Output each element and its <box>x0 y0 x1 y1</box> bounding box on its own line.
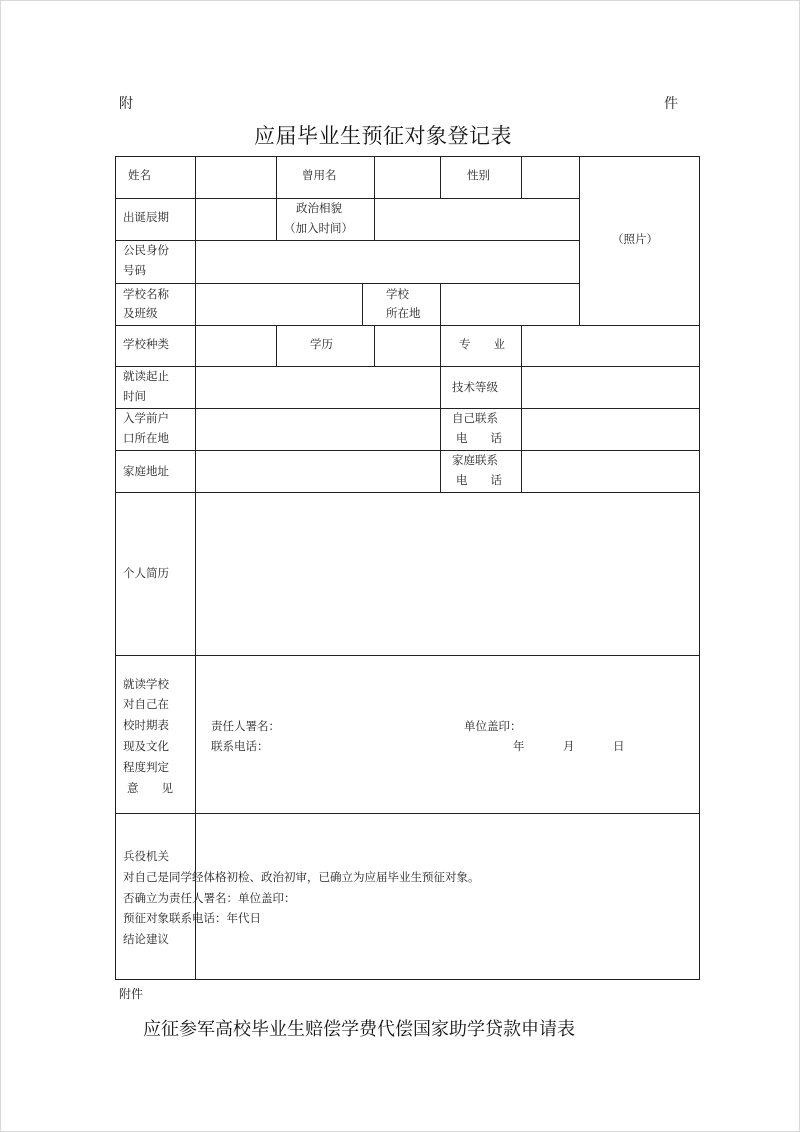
label-school-location: 学校 <box>386 287 409 301</box>
label-responsible: 责任人署名： <box>211 719 280 733</box>
grid-line <box>115 408 700 409</box>
label-own-phone-2: 电 话 <box>456 431 502 445</box>
grid-line <box>521 156 522 198</box>
label-former-name: 曾用名 <box>302 168 337 182</box>
grid-line <box>115 240 580 241</box>
grid-line <box>276 156 277 240</box>
label-resume: 个人简历 <box>123 566 169 580</box>
label-school-opinion-1: 就读学校 <box>123 677 169 691</box>
label-school: 学校名称 <box>123 287 169 301</box>
footer-attachment: 附件 <box>119 987 144 1001</box>
label-hukou: 入学前户 <box>123 411 169 425</box>
label-name: 姓名 <box>128 168 151 182</box>
label-school-opinion-2: 对自己在 <box>123 697 169 711</box>
label-study-period-2: 时间 <box>123 389 146 403</box>
label-school-opinion-5: 程度判定 <box>123 760 169 774</box>
label-skill-level: 技术等级 <box>452 380 498 394</box>
grid-line <box>699 156 700 980</box>
grid-line <box>115 366 700 367</box>
grid-line <box>115 325 700 326</box>
label-school-opinion-6: 意 见 <box>127 781 173 795</box>
grid-line <box>362 283 363 325</box>
grid-line <box>374 325 375 366</box>
grid-line <box>276 325 277 366</box>
military-text-2: 否确立为责任人署名：单位盖印： <box>123 891 296 905</box>
grid-line <box>440 156 441 198</box>
grid-line <box>195 156 196 980</box>
label-political-time: （加入时间） <box>284 221 353 235</box>
label-school-location-2: 所在地 <box>386 306 421 320</box>
grid-line <box>115 655 700 656</box>
military-text-3: 预征对象联系电话：年代日 <box>123 911 261 925</box>
label-school-2: 及班级 <box>123 306 158 320</box>
label-education: 学历 <box>310 337 333 351</box>
label-id: 公民身份 <box>123 243 169 257</box>
grid-line <box>579 156 580 325</box>
label-political: 政治相貌 <box>296 201 342 215</box>
label-hukou-2: 口所在地 <box>123 431 169 445</box>
label-year: 年 <box>513 739 525 753</box>
attachment-right: 件 <box>664 96 678 112</box>
label-month: 月 <box>563 739 575 753</box>
grid-line <box>115 813 700 814</box>
grid-line <box>115 283 580 284</box>
grid-line <box>440 283 441 492</box>
label-school-opinion-4: 现及文化 <box>123 739 169 753</box>
photo-placeholder: （照片） <box>612 232 658 246</box>
grid-line <box>115 156 116 980</box>
grid-line <box>115 156 700 157</box>
label-military: 兵役机关 <box>123 849 169 863</box>
label-own-phone: 自己联系 <box>452 411 498 425</box>
grid-line <box>521 325 522 492</box>
label-school-opinion-3: 校时期表 <box>123 718 169 732</box>
military-text-1: 对自己是同学经体格初检、政治初审，已确立为应届毕业生预征对象。 <box>123 870 480 884</box>
military-conclusion: 结论建议 <box>123 932 169 946</box>
footer-title: 应征参军高校毕业生赔偿学费代偿国家助学贷款申请表 <box>143 1019 575 1040</box>
label-school-type: 学校种类 <box>123 337 169 351</box>
label-family-phone-2: 电 话 <box>456 473 502 487</box>
label-seal: 单位盖印： <box>464 719 522 733</box>
grid-line <box>374 156 375 240</box>
grid-line <box>115 450 700 451</box>
label-contact: 联系电话： <box>211 739 269 753</box>
label-day: 日 <box>613 739 625 753</box>
grid-line <box>115 198 580 199</box>
label-address: 家庭地址 <box>123 464 169 478</box>
label-birth-date: 出诞辰期 <box>123 210 169 224</box>
label-gender: 性别 <box>467 168 490 182</box>
label-major: 专 业 <box>459 337 505 351</box>
grid-line <box>115 492 700 493</box>
label-id-2: 号码 <box>123 263 146 277</box>
grid-line <box>115 979 700 980</box>
attachment-left: 附 <box>119 96 133 112</box>
page-title: 应届毕业生预征对象登记表 <box>254 124 512 148</box>
label-family-phone: 家庭联系 <box>452 453 498 467</box>
label-study-period: 就读起止 <box>123 369 169 383</box>
